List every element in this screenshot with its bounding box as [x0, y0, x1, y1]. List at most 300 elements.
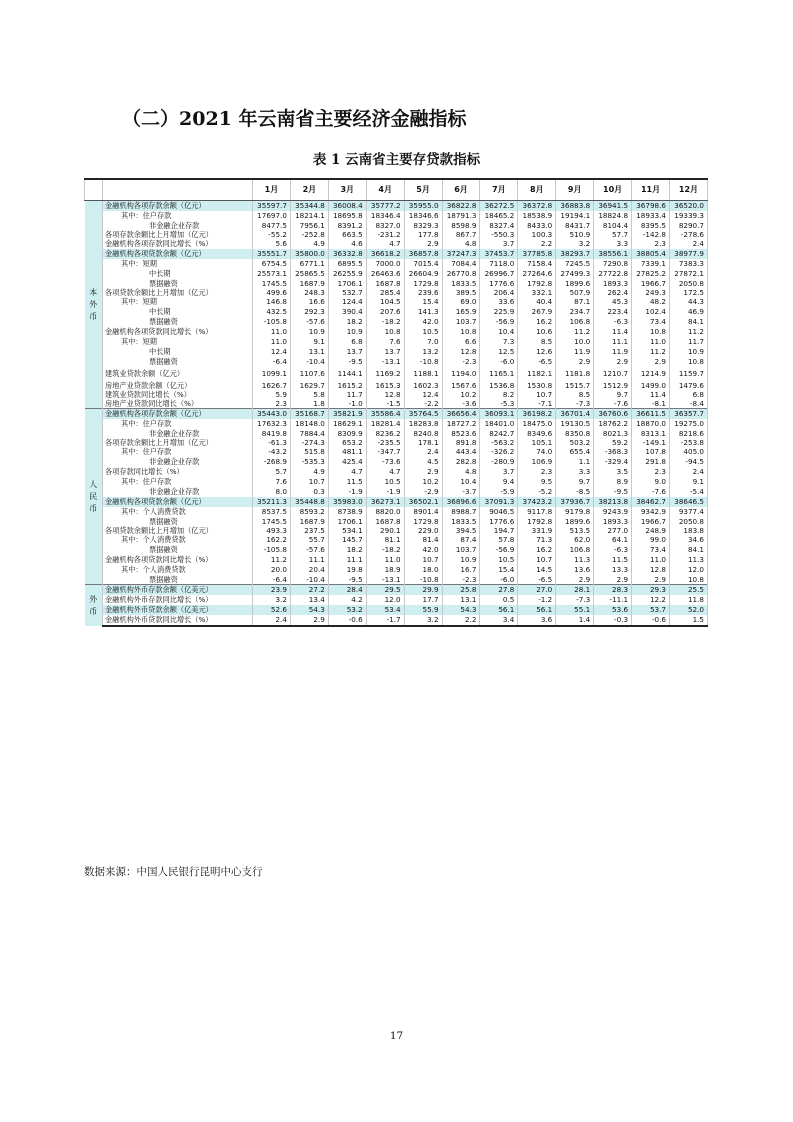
value-cell: 4.9 — [290, 467, 328, 477]
value-cell: 10.4 — [442, 477, 480, 487]
value-cell: 36611.5 — [632, 409, 670, 420]
value-cell: -1.2 — [518, 595, 556, 605]
value-cell: 19.8 — [328, 565, 366, 575]
table-row — [85, 239, 708, 249]
value-cell: 74.0 — [518, 447, 556, 457]
value-cell: 282.8 — [442, 457, 480, 467]
value-cell: 38646.5 — [669, 497, 707, 507]
value-cell: 34.6 — [669, 535, 707, 545]
value-cell: -3.7 — [442, 487, 480, 497]
value-cell: 10.7 — [518, 390, 556, 399]
value-cell: -13.1 — [366, 357, 404, 367]
table-row — [85, 467, 708, 477]
value-cell: -9.5 — [328, 575, 366, 585]
value-cell: 653.2 — [328, 438, 366, 447]
value-cell: 25.8 — [442, 585, 480, 596]
value-cell: 35344.8 — [290, 201, 328, 212]
value-cell: 13.2 — [404, 347, 442, 357]
value-cell: 248.3 — [290, 288, 328, 297]
value-cell: 36618.2 — [366, 249, 404, 259]
value-cell: 35821.9 — [328, 409, 366, 420]
value-cell: 8236.2 — [366, 429, 404, 438]
value-cell: 103.7 — [442, 317, 480, 327]
value-cell: 36520.0 — [669, 201, 707, 212]
value-cell: 8433.0 — [518, 221, 556, 230]
group-label-rmb: 人 民 币 — [85, 409, 103, 585]
value-cell: 11.0 — [366, 555, 404, 565]
value-cell: -278.6 — [669, 230, 707, 239]
value-cell: 194.7 — [480, 526, 518, 535]
value-cell: 81.4 — [404, 535, 442, 545]
value-cell: 19130.5 — [556, 419, 594, 429]
value-cell: 8901.4 — [404, 507, 442, 517]
value-cell: 33.6 — [480, 297, 518, 307]
value-cell: 102.4 — [632, 307, 670, 317]
value-cell: 36502.1 — [404, 497, 442, 507]
value-cell: 1214.9 — [632, 367, 670, 381]
value-cell: 7339.1 — [632, 259, 670, 269]
value-cell: 655.4 — [556, 447, 594, 457]
value-cell: -57.6 — [290, 317, 328, 327]
value-cell: 10.8 — [632, 327, 670, 337]
value-cell: 7245.5 — [556, 259, 594, 269]
table-row — [85, 457, 708, 467]
page-number: 17 — [389, 1030, 404, 1042]
value-cell: 11.2 — [556, 327, 594, 337]
value-cell: 8218.6 — [669, 429, 707, 438]
value-cell: -253.8 — [669, 438, 707, 447]
value-cell: 5.8 — [290, 390, 328, 399]
value-cell: 389.5 — [442, 288, 480, 297]
row-label: 各项存款同比增长（%） — [103, 467, 253, 477]
table-header-row — [85, 179, 708, 201]
value-cell: 28.4 — [328, 585, 366, 596]
value-cell: 5.7 — [253, 467, 291, 477]
value-cell: 7956.1 — [290, 221, 328, 230]
value-cell: 104.5 — [366, 297, 404, 307]
value-cell: 36883.8 — [556, 201, 594, 212]
value-cell: 239.6 — [404, 288, 442, 297]
value-cell: 105.1 — [518, 438, 556, 447]
value-cell: 9377.4 — [669, 507, 707, 517]
value-cell: 6754.5 — [253, 259, 291, 269]
value-cell: 394.5 — [442, 526, 480, 535]
value-cell: 10.5 — [404, 327, 442, 337]
value-cell: 35168.7 — [290, 409, 328, 420]
table-row — [85, 230, 708, 239]
value-cell: 10.5 — [366, 477, 404, 487]
value-cell: 12.0 — [366, 595, 404, 605]
table-row — [85, 565, 708, 575]
value-cell: 18465.2 — [480, 211, 518, 221]
row-label: 非金融企业存款 — [103, 221, 253, 230]
value-cell: -1.9 — [328, 487, 366, 497]
value-cell: 7290.8 — [594, 259, 632, 269]
value-cell: 42.0 — [404, 317, 442, 327]
value-cell: 2.4 — [669, 239, 707, 249]
value-cell: 11.7 — [328, 390, 366, 399]
table-row — [85, 221, 708, 230]
value-cell: 7383.3 — [669, 259, 707, 269]
value-cell: 106.8 — [556, 545, 594, 555]
value-cell: 1893.3 — [594, 279, 632, 288]
table-row — [85, 605, 708, 615]
table-row — [85, 381, 708, 390]
value-cell: 8419.8 — [253, 429, 291, 438]
value-cell: 1210.7 — [594, 367, 632, 381]
value-cell: 9117.8 — [518, 507, 556, 517]
header-month: 5月 — [404, 179, 442, 201]
value-cell: 225.9 — [480, 307, 518, 317]
value-cell: 3.6 — [518, 615, 556, 626]
value-cell: 9.1 — [669, 477, 707, 487]
value-cell: 36701.4 — [556, 409, 594, 420]
value-cell: 11.2 — [253, 555, 291, 565]
value-cell: 10.9 — [328, 327, 366, 337]
value-cell: 11.2 — [632, 347, 670, 357]
row-label: 金融机构各项存款余额（亿元） — [103, 201, 253, 212]
value-cell: 4.7 — [366, 239, 404, 249]
value-cell: 23.9 — [253, 585, 291, 596]
value-cell: 36798.6 — [632, 201, 670, 212]
value-cell: 18346.4 — [366, 211, 404, 221]
value-cell: 1776.6 — [480, 517, 518, 526]
value-cell: 18933.4 — [632, 211, 670, 221]
value-cell: 13.7 — [366, 347, 404, 357]
value-cell: 106.9 — [518, 457, 556, 467]
value-cell: -9.5 — [328, 357, 366, 367]
value-cell: 10.8 — [366, 327, 404, 337]
value-cell: 19194.1 — [556, 211, 594, 221]
value-cell: 8.0 — [253, 487, 291, 497]
value-cell: 663.5 — [328, 230, 366, 239]
value-cell: 165.9 — [442, 307, 480, 317]
value-cell: 8738.9 — [328, 507, 366, 517]
value-cell: 229.0 — [404, 526, 442, 535]
value-cell: 27.2 — [290, 585, 328, 596]
value-cell: 499.6 — [253, 288, 291, 297]
value-cell: -10.8 — [404, 575, 442, 585]
value-cell: 73.4 — [632, 317, 670, 327]
value-cell: 8313.1 — [632, 429, 670, 438]
table-row — [85, 535, 708, 545]
value-cell: 40.4 — [518, 297, 556, 307]
value-cell: 26255.9 — [328, 269, 366, 279]
value-cell: 1615.2 — [328, 381, 366, 390]
value-cell: 7118.0 — [480, 259, 518, 269]
value-cell: 26604.9 — [404, 269, 442, 279]
value-cell: -7.3 — [556, 595, 594, 605]
value-cell: 1182.1 — [518, 367, 556, 381]
value-cell: 28.3 — [594, 585, 632, 596]
value-cell: 8598.9 — [442, 221, 480, 230]
value-cell: 10.7 — [290, 477, 328, 487]
value-cell: 1.1 — [556, 457, 594, 467]
value-cell: -8.4 — [669, 399, 707, 409]
value-cell: -11.1 — [594, 595, 632, 605]
header-month: 7月 — [480, 179, 518, 201]
value-cell: 1899.6 — [556, 279, 594, 288]
value-cell: 1629.7 — [290, 381, 328, 390]
value-cell: 1188.1 — [404, 367, 442, 381]
table-row — [85, 259, 708, 269]
table-row — [85, 477, 708, 487]
value-cell: 178.1 — [404, 438, 442, 447]
table-row — [85, 317, 708, 327]
value-cell: 36372.8 — [518, 201, 556, 212]
value-cell: 262.4 — [594, 288, 632, 297]
value-cell: 8988.7 — [442, 507, 480, 517]
row-label: 非金融企业存款 — [103, 429, 253, 438]
row-label: 建筑业贷款余额（亿元） — [103, 367, 253, 381]
value-cell: 9.0 — [632, 477, 670, 487]
value-cell: 2.3 — [518, 467, 556, 477]
value-cell: 16.2 — [518, 545, 556, 555]
value-cell: 2.9 — [404, 239, 442, 249]
value-cell: -6.5 — [518, 357, 556, 367]
value-cell: 4.6 — [328, 239, 366, 249]
row-label: 金融机构各项贷款同比增长（%） — [103, 327, 253, 337]
value-cell: 11.0 — [632, 337, 670, 347]
table-row — [85, 497, 708, 507]
value-cell: 37785.8 — [518, 249, 556, 259]
value-cell: 8021.3 — [594, 429, 632, 438]
row-label: 其中：个人消费贷款 — [103, 535, 253, 545]
value-cell: 27.8 — [480, 585, 518, 596]
value-cell: 7158.4 — [518, 259, 556, 269]
row-label: 其中：短期 — [103, 337, 253, 347]
value-cell: 267.9 — [518, 307, 556, 317]
row-label: 其中：个人消费贷款 — [103, 565, 253, 575]
value-cell: 45.3 — [594, 297, 632, 307]
value-cell: 38462.7 — [632, 497, 670, 507]
row-label: 其中：个人消费贷款 — [103, 507, 253, 517]
value-cell: 2.4 — [404, 447, 442, 457]
value-cell: 1729.8 — [404, 279, 442, 288]
value-cell: 507.9 — [556, 288, 594, 297]
value-cell: 6.6 — [442, 337, 480, 347]
value-cell: 26463.6 — [366, 269, 404, 279]
row-label: 票据融资 — [103, 357, 253, 367]
value-cell: 27.0 — [518, 585, 556, 596]
row-label: 其中：住户存款 — [103, 477, 253, 487]
value-cell: 7.3 — [480, 337, 518, 347]
value-cell: 36273.1 — [366, 497, 404, 507]
value-cell: 9046.5 — [480, 507, 518, 517]
value-cell: 10.2 — [442, 390, 480, 399]
value-cell: 1181.8 — [556, 367, 594, 381]
group-label-fx: 外 币 — [85, 585, 103, 627]
value-cell: 11.0 — [253, 327, 291, 337]
value-cell: 206.4 — [480, 288, 518, 297]
value-cell: 11.1 — [290, 555, 328, 565]
value-cell: 332.1 — [518, 288, 556, 297]
value-cell: 69.0 — [442, 297, 480, 307]
value-cell: 1687.8 — [366, 517, 404, 526]
row-label: 金融机构外币贷款余额（亿美元） — [103, 605, 253, 615]
table-body — [85, 179, 708, 626]
row-label: 其中：住户存款 — [103, 447, 253, 457]
value-cell: -56.9 — [480, 545, 518, 555]
value-cell: 18.9 — [366, 565, 404, 575]
value-cell: 3.4 — [480, 615, 518, 626]
value-cell: 891.8 — [442, 438, 480, 447]
value-cell: 481.1 — [328, 447, 366, 457]
value-cell: 534.1 — [328, 526, 366, 535]
value-cell: 8391.2 — [328, 221, 366, 230]
value-cell: 35764.5 — [404, 409, 442, 420]
row-label: 金融机构各项存款余额（亿元） — [103, 409, 253, 420]
value-cell: 12.4 — [404, 390, 442, 399]
value-cell: 1.8 — [290, 399, 328, 409]
table-row — [85, 307, 708, 317]
value-cell: 8.5 — [518, 337, 556, 347]
value-cell: 8309.9 — [328, 429, 366, 438]
table-row — [85, 337, 708, 347]
value-cell: 10.7 — [518, 555, 556, 565]
value-cell: 20.4 — [290, 565, 328, 575]
value-cell: 162.2 — [253, 535, 291, 545]
value-cell: 277.0 — [594, 526, 632, 535]
value-cell: -1.5 — [366, 399, 404, 409]
value-cell: 27499.3 — [556, 269, 594, 279]
value-cell: 145.7 — [328, 535, 366, 545]
value-cell: -2.2 — [404, 399, 442, 409]
value-cell: 53.4 — [366, 605, 404, 615]
indicator-table — [84, 178, 708, 627]
table-row — [85, 526, 708, 535]
value-cell: 13.4 — [290, 595, 328, 605]
value-cell: 12.6 — [518, 347, 556, 357]
value-cell: 84.1 — [669, 545, 707, 555]
value-cell: 2.9 — [594, 575, 632, 585]
value-cell: 71.3 — [518, 535, 556, 545]
value-cell: 8104.4 — [594, 221, 632, 230]
value-cell: 27825.2 — [632, 269, 670, 279]
table-row — [85, 429, 708, 438]
row-label: 非金融企业存款 — [103, 457, 253, 467]
header-month: 10月 — [594, 179, 632, 201]
value-cell: 27722.8 — [594, 269, 632, 279]
value-cell: 3.2 — [556, 239, 594, 249]
value-cell: 107.8 — [632, 447, 670, 457]
value-cell: 1893.3 — [594, 517, 632, 526]
table-row — [85, 419, 708, 429]
value-cell: -94.5 — [669, 457, 707, 467]
value-cell: -550.3 — [480, 230, 518, 239]
row-label: 中长期 — [103, 269, 253, 279]
table-row — [85, 201, 708, 212]
value-cell: 3.3 — [556, 467, 594, 477]
value-cell: 1107.6 — [290, 367, 328, 381]
value-cell: 18791.3 — [442, 211, 480, 221]
value-cell: 11.2 — [669, 327, 707, 337]
value-cell: 237.5 — [290, 526, 328, 535]
value-cell: 8242.7 — [480, 429, 518, 438]
value-cell: 8477.5 — [253, 221, 291, 230]
value-cell: 1745.5 — [253, 517, 291, 526]
value-cell: -326.2 — [480, 447, 518, 457]
value-cell: -7.3 — [556, 399, 594, 409]
value-cell: 53.6 — [594, 605, 632, 615]
table-row — [85, 327, 708, 337]
value-cell: 37091.3 — [480, 497, 518, 507]
value-cell: -268.9 — [253, 457, 291, 467]
value-cell: -9.5 — [594, 487, 632, 497]
value-cell: 11.0 — [632, 555, 670, 565]
value-cell: 13.3 — [594, 565, 632, 575]
value-cell: 11.5 — [328, 477, 366, 487]
value-cell: 8327.0 — [366, 221, 404, 230]
value-cell: 53.7 — [632, 605, 670, 615]
value-cell: 10.4 — [480, 327, 518, 337]
value-cell: 36093.1 — [480, 409, 518, 420]
value-cell: 5.9 — [253, 390, 291, 399]
value-cell: -1.0 — [328, 399, 366, 409]
value-cell: 73.4 — [632, 545, 670, 555]
value-cell: 1512.9 — [594, 381, 632, 390]
value-cell: 8240.8 — [404, 429, 442, 438]
value-cell: 54.3 — [290, 605, 328, 615]
value-cell: 4.5 — [404, 457, 442, 467]
value-cell: 15.4 — [404, 297, 442, 307]
value-cell: 18.2 — [328, 545, 366, 555]
value-cell: 9179.8 — [556, 507, 594, 517]
value-cell: 1159.7 — [669, 367, 707, 381]
value-cell: 35211.3 — [253, 497, 291, 507]
table-caption: 表 1 云南省主要存贷款指标 — [312, 152, 481, 168]
value-cell: 27264.6 — [518, 269, 556, 279]
value-cell: 18281.4 — [366, 419, 404, 429]
value-cell: 1615.3 — [366, 381, 404, 390]
value-cell: 3.3 — [594, 239, 632, 249]
header-month: 9月 — [556, 179, 594, 201]
value-cell: 13.1 — [290, 347, 328, 357]
value-cell: 59.2 — [594, 438, 632, 447]
value-cell: 55.9 — [404, 605, 442, 615]
value-cell: 36760.6 — [594, 409, 632, 420]
value-cell: 1899.6 — [556, 517, 594, 526]
value-cell: 1165.1 — [480, 367, 518, 381]
table-row — [85, 595, 708, 605]
value-cell: 285.4 — [366, 288, 404, 297]
value-cell: 3.7 — [480, 467, 518, 477]
value-cell: 1479.6 — [669, 381, 707, 390]
value-cell: 55.7 — [290, 535, 328, 545]
value-cell: 10.6 — [518, 327, 556, 337]
value-cell: 52.6 — [253, 605, 291, 615]
value-cell: 1.5 — [669, 615, 707, 626]
table-row — [85, 517, 708, 526]
value-cell: 57.8 — [480, 535, 518, 545]
value-cell: 56.1 — [480, 605, 518, 615]
value-cell: 3.2 — [404, 615, 442, 626]
value-cell: 35448.8 — [290, 497, 328, 507]
table-row — [85, 367, 708, 381]
value-cell: -149.1 — [632, 438, 670, 447]
value-cell: 26996.7 — [480, 269, 518, 279]
value-cell: 87.1 — [556, 297, 594, 307]
value-cell: -61.3 — [253, 438, 291, 447]
value-cell: 10.8 — [442, 327, 480, 337]
value-cell: 4.8 — [442, 467, 480, 477]
value-cell: 37423.2 — [518, 497, 556, 507]
value-cell: 1792.8 — [518, 517, 556, 526]
value-cell: -2.3 — [442, 575, 480, 585]
value-cell: -535.3 — [290, 457, 328, 467]
value-cell: 8537.5 — [253, 507, 291, 517]
value-cell: 10.9 — [290, 327, 328, 337]
